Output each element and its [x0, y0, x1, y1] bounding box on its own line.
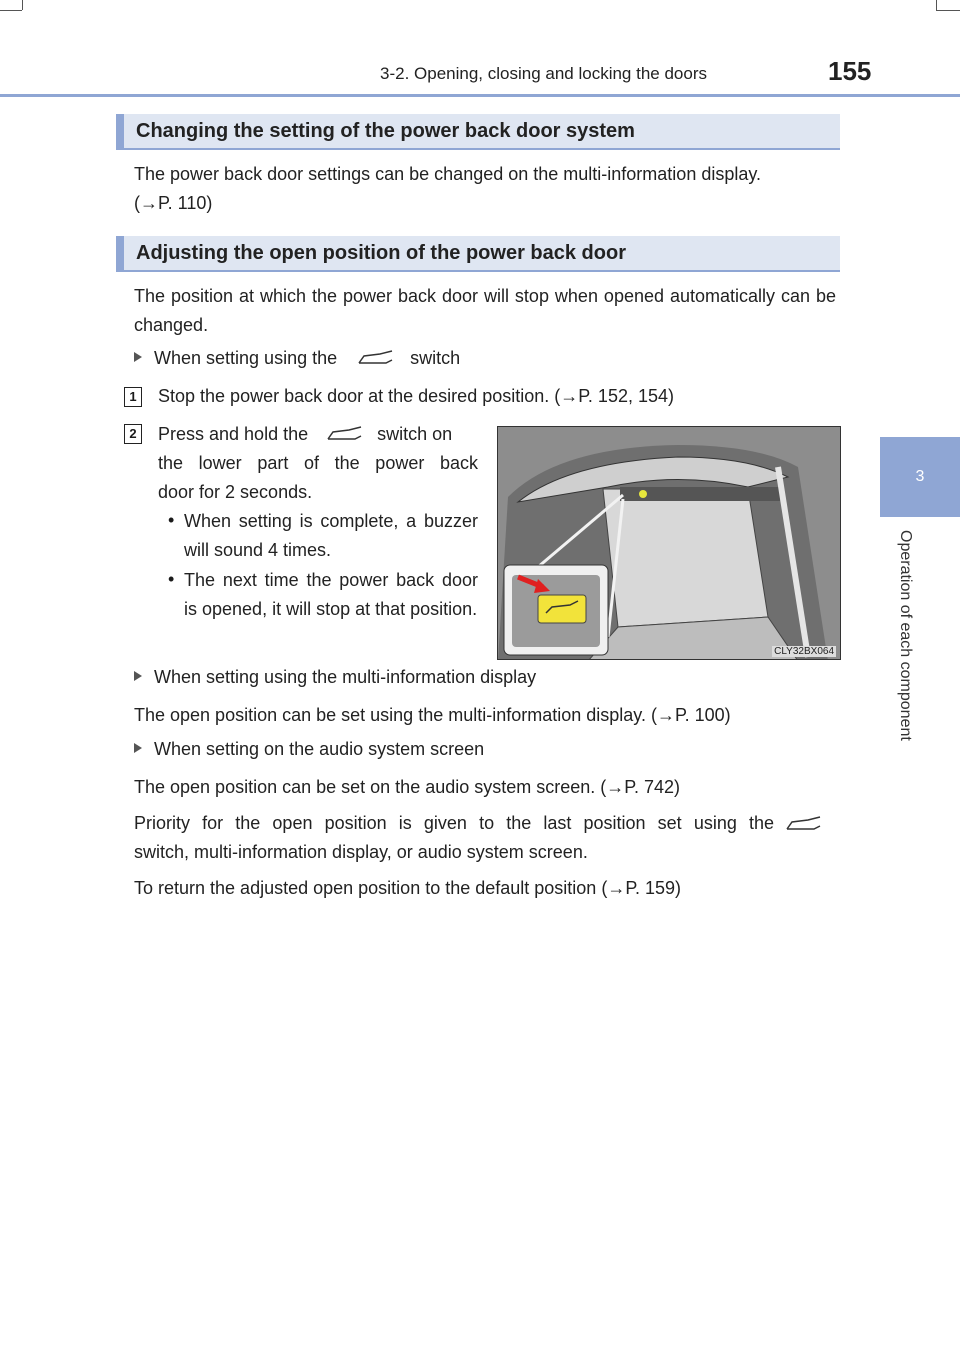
- section-heading-text: Adjusting the open position of the power back door: [136, 242, 626, 264]
- paragraph-line: switch, multi-information display, or audio system screen.: [134, 842, 588, 862]
- bullet-heading: When setting using the switch: [134, 348, 460, 369]
- step-number-badge: 1: [124, 387, 142, 407]
- power-back-door-switch-icon: [325, 424, 365, 444]
- page-reference: (→P. 110): [134, 193, 213, 213]
- section-heading: [116, 114, 840, 150]
- power-back-door-switch-icon: [356, 348, 396, 368]
- crop-mark: [0, 10, 22, 11]
- step-text-line: door for 2 seconds.: [158, 482, 313, 502]
- paragraph: To return the adjusted open position to the default position (→P. 159): [134, 878, 682, 898]
- paragraph-line: The power back door settings can be changed on the multi-information display.: [134, 164, 762, 184]
- crop-mark: [936, 10, 960, 11]
- dot-bullet-icon: •: [168, 569, 175, 589]
- step-text-line: the lower part of the power back: [158, 453, 478, 473]
- chapter-tab[interactable]: [880, 437, 960, 517]
- chapter-label-wrap: [888, 530, 918, 790]
- triangle-bullet-icon: [134, 352, 142, 362]
- power-back-door-switch-icon: [784, 814, 824, 834]
- step-number-badge: 2: [124, 424, 142, 444]
- dot-bullet-icon: •: [168, 510, 175, 530]
- crop-mark: [22, 0, 23, 10]
- triangle-bullet-icon: [134, 671, 142, 681]
- back-door-drawing: [498, 427, 841, 660]
- sub-bullet-text: The next time the power back door is opened, it will stop at that position.: [184, 570, 478, 619]
- step-text: Stop the power back door at the desired position. (→P. 152, 154): [158, 386, 674, 406]
- crop-mark: [936, 0, 937, 10]
- triangle-bullet-icon: [134, 743, 142, 753]
- header-rule: [0, 94, 960, 97]
- figure-code: CLY32BX064: [774, 646, 834, 657]
- paragraph: The open position can be set using the multi-information display. (→P. 100): [134, 705, 731, 725]
- bullet-heading: When setting on the audio system screen: [134, 739, 484, 760]
- paragraph: The open position can be set on the audio system screen. (→P. 742): [134, 777, 680, 797]
- section-paragraph: [134, 160, 840, 218]
- section-paragraph: The position at which the power back door will stop when opened automatically can be changed.: [134, 286, 836, 335]
- step-text-line: Press and hold the switch on: [158, 424, 453, 444]
- section-heading: [116, 236, 840, 272]
- back-door-illustration: [497, 426, 841, 660]
- chapter-number: 3: [915, 468, 925, 485]
- chapter-label: Operation of each component: [897, 530, 914, 741]
- section-heading-text: Changing the setting of the power back door system: [136, 120, 635, 142]
- page-number: 155: [828, 56, 872, 86]
- paragraph-line: Priority for the open position is given to the last position set using the: [134, 813, 774, 833]
- header-title: 3-2. Opening, closing and locking the doors: [380, 64, 707, 83]
- bullet-heading: When setting using the multi-information display: [134, 667, 536, 688]
- sub-bullet-text: When setting is complete, a buzzer will sound 4 times.: [184, 511, 478, 560]
